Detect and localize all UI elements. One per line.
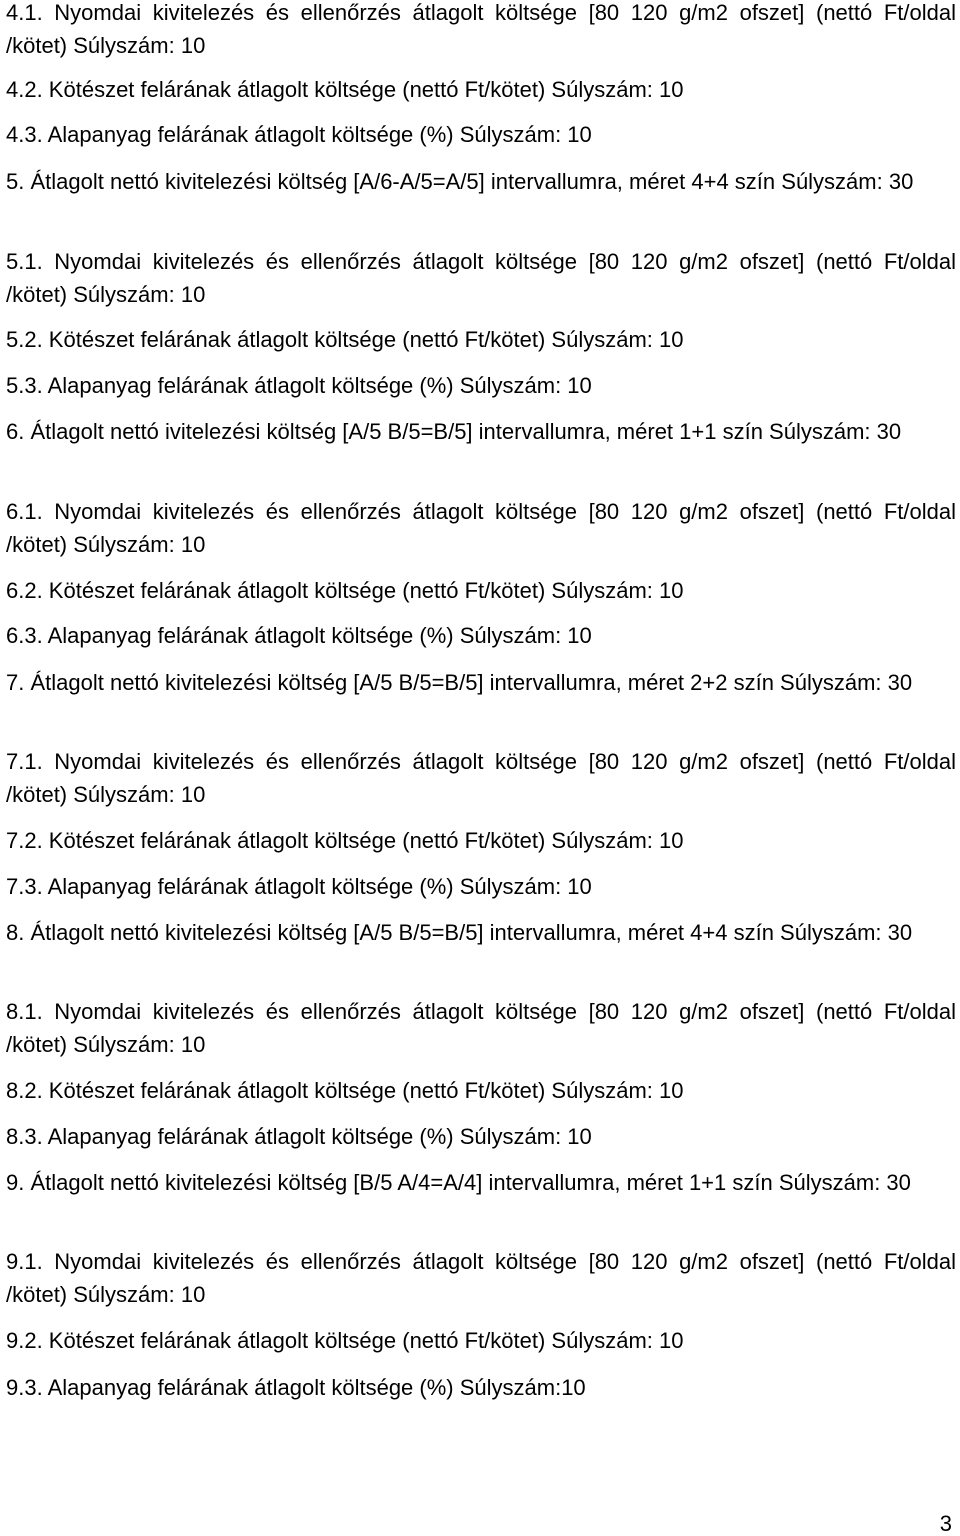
entry-6-2: 6.2. Kötészet felárának átlagolt költsége (nettó Ft/kötet) Súlyszám: 10 <box>6 578 684 603</box>
entry-8-2: 8.2. Kötészet felárának átlagolt költsége (nettó Ft/kötet) Súlyszám: 10 <box>6 1078 684 1103</box>
entry-7-3: 7.3. Alapanyag felárának átlagolt költsége (%) Súlyszám: 10 <box>6 874 592 899</box>
page-number: 3 <box>939 1511 952 1536</box>
entry-9-3: 9.3. Alapanyag felárának átlagolt költsége (%) Súlyszám:10 <box>6 1375 586 1400</box>
entry-5: 5. Átlagolt nettó kivitelezési költség [A/6-A/5=A/5] intervallumra, méret 4+4 szín Súlyszám: 30 <box>6 169 914 194</box>
entry-9-1: 9.1. Nyomdai kivitelezés és ellenőrzés átlagolt költsége [80 120 g/m2 ofszet] (nettó Ft/oldal /kötet) Súlyszám: 10 <box>6 1249 956 1307</box>
entry-6-1: 6.1. Nyomdai kivitelezés és ellenőrzés átlagolt költsége [80 120 g/m2 ofszet] (nettó Ft/oldal /kötet) Súlyszám: 10 <box>6 499 956 557</box>
entry-5-2: 5.2. Kötészet felárának átlagolt költsége (nettó Ft/kötet) Súlyszám: 10 <box>6 327 684 352</box>
entry-8-3: 8.3. Alapanyag felárának átlagolt költsége (%) Súlyszám: 10 <box>6 1124 592 1149</box>
entry-4-1: 4.1. Nyomdai kivitelezés és ellenőrzés átlagolt költsége [80 120 g/m2 ofszet] (nettó Ft/oldal /kötet) Súlyszám: 10 <box>6 0 956 58</box>
entry-8: 8. Átlagolt nettó kivitelezési költség [A/5 B/5=B/5] intervallumra, méret 4+4 szín Súlyszám: 30 <box>6 920 913 945</box>
entry-8-1: 8.1. Nyomdai kivitelezés és ellenőrzés átlagolt költsége [80 120 g/m2 ofszet] (nettó Ft/oldal /kötet) Súlyszám: 10 <box>6 999 956 1057</box>
entry-4-2: 4.2. Kötészet felárának átlagolt költsége (nettó Ft/kötet) Súlyszám: 10 <box>6 77 684 102</box>
entry-4-3: 4.3. Alapanyag felárának átlagolt költsége (%) Súlyszám: 10 <box>6 122 592 147</box>
entry-7-2: 7.2. Kötészet felárának átlagolt költsége (nettó Ft/kötet) Súlyszám: 10 <box>6 828 684 853</box>
entry-9: 9. Átlagolt nettó kivitelezési költség [B/5 A/4=A/4] intervallumra, méret 1+1 szín Súlyszám: 30 <box>6 1170 911 1195</box>
entry-7-1: 7.1. Nyomdai kivitelezés és ellenőrzés átlagolt költsége [80 120 g/m2 ofszet] (nettó Ft/oldal /kötet) Súlyszám: 10 <box>6 749 956 807</box>
entry-9-2: 9.2. Kötészet felárának átlagolt költsége (nettó Ft/kötet) Súlyszám: 10 <box>6 1328 684 1353</box>
entry-7: 7. Átlagolt nettó kivitelezési költség [A/5 B/5=B/5] intervallumra, méret 2+2 szín Súlyszám: 30 <box>6 670 913 695</box>
entry-5-1: 5.1. Nyomdai kivitelezés és ellenőrzés átlagolt költsége [80 120 g/m2 ofszet] (nettó Ft/oldal /kötet) Súlyszám: 10 <box>6 249 956 307</box>
entry-5-3: 5.3. Alapanyag felárának átlagolt költsége (%) Súlyszám: 10 <box>6 373 592 398</box>
entry-6: 6. Átlagolt nettó ivitelezési költség [A/5 B/5=B/5] intervallumra, méret 1+1 szín Súlyszám: 30 <box>6 419 902 444</box>
entry-6-3: 6.3. Alapanyag felárának átlagolt költsége (%) Súlyszám: 10 <box>6 623 592 648</box>
